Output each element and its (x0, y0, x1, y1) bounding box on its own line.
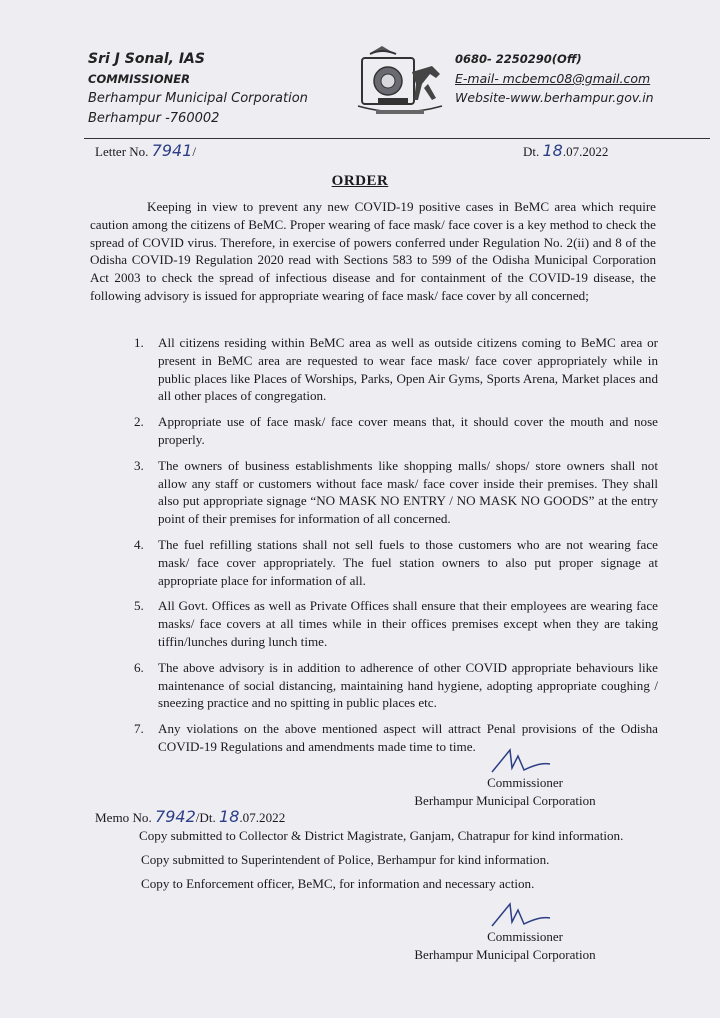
letter-number-label: Letter No. (95, 144, 149, 159)
advisory-item: 3. The owners of business establishments like shopping malls/ shops/ store owners shall not allow any staff or customers without face mask/ face cover inside their premises. They shall also put appropriate signage “NO MASK NO ENTRY / NO MASK NO GOODS” at the entry point of their premises for information of all concerned. (134, 457, 658, 527)
signatory-title: Commissioner (487, 775, 563, 790)
letter-date-label: Dt. (523, 144, 540, 159)
letter-number-suffix: / (192, 144, 197, 159)
signature-icon (400, 902, 610, 928)
memo-date-day-handwritten: 18 (219, 807, 240, 826)
memo-label: Memo No. (95, 810, 152, 825)
signatory-org: Berhampur Municipal Corporation (414, 947, 596, 962)
email-address[interactable]: E-mail- mcbemc08@gmail.com (455, 71, 651, 86)
memo-date-label: /Dt. (195, 810, 216, 825)
website-address[interactable]: Website-www.berhampur.gov.in (455, 90, 654, 105)
document-title: ORDER (331, 173, 389, 189)
letter-date-line (523, 141, 608, 160)
letter-number-handwritten: 7941 (151, 141, 193, 160)
intro-paragraph: Keeping in view to prevent any new COVID-19 positive cases in BeMC area which require caution among the citizens of BeMC. Proper wearing of face mask/ face cover is a key method to check the spread of COVID virus. Therefore, in exercise of powers conferred under Regulation No. 2(ii) and 8 of the Odisha COVID-19 Regulation 2020 read with Sections 583 to 599 of the Odisha Municipal Corporation Act 2003 to check the spread of infectious disease and for containment of the COVID-19 disease, the following advisory is issued for appropriate wearing of face mask/ face cover by all concerned; (90, 199, 656, 303)
officer-designation: COMMISSIONER (88, 71, 190, 86)
memo-date-rest: .07.2022 (239, 810, 286, 825)
letterhead-left (88, 50, 308, 128)
signatory-title: Commissioner (487, 929, 563, 944)
advisory-list (134, 334, 658, 764)
memo-number-line (95, 807, 285, 826)
letter-date-rest: .07.2022 (562, 144, 609, 159)
advisory-item: 6. The above advisory is in addition to adherence of other COVID appropriate behaviours like maintenance of social distancing, maintaining hand hygiene, adopting appropriate coughing / sneezing practice and no spitting in public places etc. (134, 659, 658, 711)
advisory-item: 4. The fuel refilling stations shall not sell fuels to those customers who are not wearing face mask/ face cover appropriately. The fuel station owners to also put proper signage at appropriate place for information of all. (134, 536, 658, 588)
letter-date-day-handwritten: 18 (542, 141, 563, 160)
copy-line: Copy submitted to Collector & District Magistrate, Ganjam, Chatrapur for kind information. (139, 828, 624, 843)
copy-distribution (95, 827, 657, 892)
advisory-item-text: The fuel refilling stations shall not sell fuels to those customers who are not wearing face mask/ face cover appropriately. The fuel station owners to also put proper signage at appropriate place for information of all. (158, 536, 658, 588)
signature-icon (400, 748, 610, 774)
officer-name: Sri J Sonal, IAS (88, 51, 205, 67)
organization-name: Berhampur Municipal Corporation (88, 91, 308, 106)
advisory-item-text: All citizens residing within BeMC area as well as outside citizens coming to BeMC area or present in BeMC area are requested to wear face mask/ face cover appropriately while in public places like Places of Worships, Parks, Open Air Gyms, Sports Arena, Market places and all other places of congregation. (158, 335, 658, 404)
signature-block-memo (400, 902, 610, 964)
advisory-item: 7. Any violations on the above mentioned aspect will attract Penal provisions of the Odisha COVID-19 Regulations and amendments made time to time. (134, 721, 658, 754)
signatory-org: Berhampur Municipal Corporation (414, 793, 596, 808)
advisory-item-text: All Govt. Offices as well as Private Offices shall ensure that their employees are wearing face masks/ face covers at all times while in their offices premises except when they are taking tiffin/lunches during lunch time. (158, 598, 658, 649)
advisory-item: 5. All Govt. Offices as well as Private Offices shall ensure that their employees are wearing face masks/ face covers at all times while in their offices premises except when they are taking tiffin/lunches during lunch time. (134, 598, 658, 649)
letterhead-right (455, 50, 654, 107)
letterhead-divider (84, 138, 710, 139)
letter-number-line (95, 141, 196, 160)
memo-number-handwritten: 7942 (155, 807, 196, 826)
advisory-item-text: The owners of business establishments like shopping malls/ shops/ store owners shall not allow any staff or customers without face mask/ face cover inside their premises. They shall also put appropriate signage “NO MASK NO ENTRY / NO MASK NO GOODS” at the entry point of their premises for information of all concerned. (158, 457, 658, 527)
advisory-item: 2. Appropriate use of face mask/ face cover means that, it should cover the mouth and nose properly. (134, 414, 658, 447)
phone-number: 0680- 2250290(Off) (455, 52, 582, 66)
copy-line: Copy to Enforcement officer, BeMC, for information and necessary action. (141, 875, 535, 891)
advisory-item: 1. All citizens residing within BeMC area as well as outside citizens coming to BeMC area or present in BeMC area are requested to wear face mask/ face cover appropriately while in public places like Places of Worships, Parks, Open Air Gyms, Sports Arena, Market places and all other places of congregation. (134, 335, 658, 404)
signature-block-order (400, 748, 610, 810)
organization-city: Berhampur -760002 (88, 110, 220, 126)
advisory-item-text: Appropriate use of face mask/ face cover means that, it should cover the mouth and nose properly. (158, 414, 658, 447)
municipal-corporation-emblem-icon (352, 44, 448, 122)
advisory-item-text: Any violations on the above mentioned aspect will attract Penal provisions of the Odisha COVID-19 Regulations and amendments made time to time. (158, 721, 658, 754)
advisory-item-text: The above advisory is in addition to adherence of other COVID appropriate behaviours like maintenance of social distancing, maintaining hand hygiene, adopting appropriate coughing / sneezing practice and no spitting in public places etc. (158, 659, 658, 711)
copy-line: Copy submitted to Superintendent of Police, Berhampur for kind information. (141, 851, 550, 867)
